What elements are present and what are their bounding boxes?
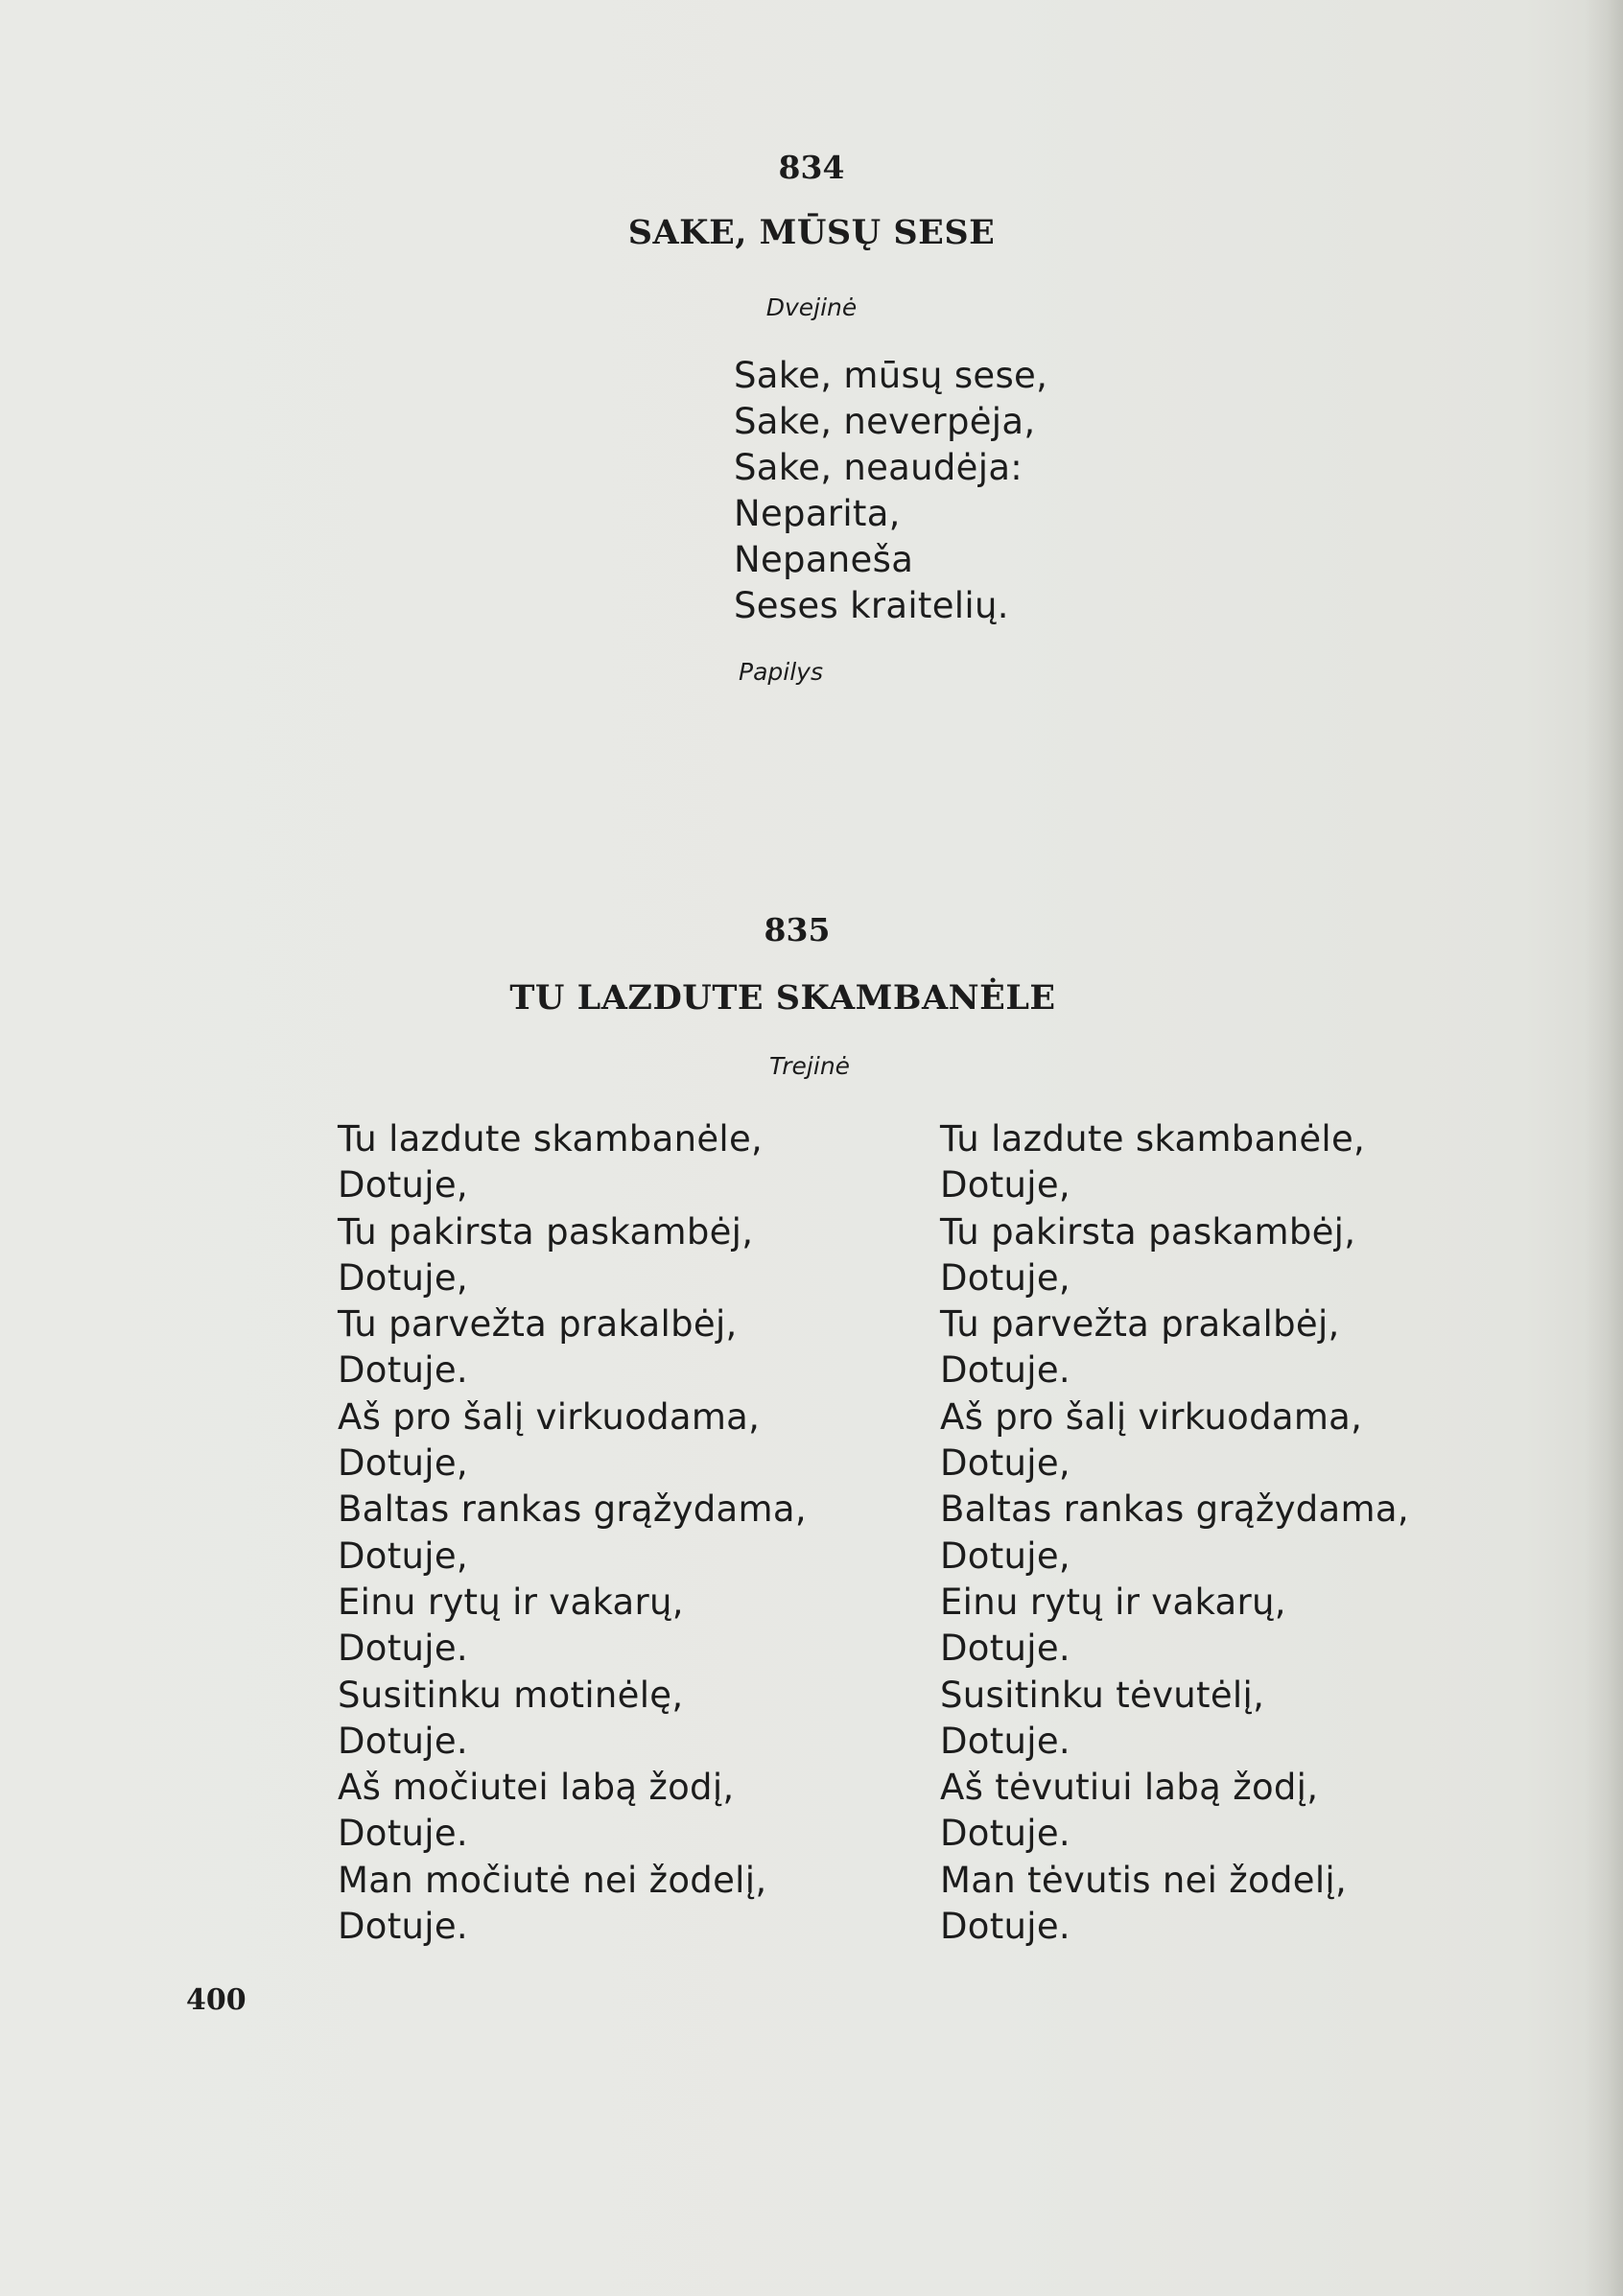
- verse-line: Neparita,: [734, 493, 901, 534]
- verse-line: Susitinku tėvutėlį,: [940, 1674, 1265, 1716]
- verse-line: Dotuje,: [338, 1256, 468, 1299]
- verse-line: Tu parvežta prakalbėj,: [940, 1303, 1340, 1346]
- verse-line: Dotuje.: [940, 1349, 1070, 1392]
- verse-line: Man močiutė nei žodelį,: [338, 1859, 767, 1901]
- verse-line: Aš pro šalį virkuodama,: [338, 1395, 761, 1438]
- verse-line: Einu rytų ir vakarų,: [338, 1581, 684, 1623]
- verse-line: Dotuje.: [940, 1628, 1070, 1670]
- verse-line: Tu parvežta prakalbėj,: [338, 1303, 738, 1346]
- verse-line: Dotuje.: [338, 1720, 468, 1762]
- verse-line: Susitinku motinėlę,: [338, 1674, 684, 1716]
- verse-line: Tu lazdute skambanėle,: [338, 1118, 764, 1160]
- verse-line: Sake, neverpėja,: [734, 401, 1036, 442]
- verse-line: Sake, mūsų sese,: [734, 355, 1048, 396]
- verse-line: Baltas rankas grąžydama,: [940, 1488, 1409, 1531]
- verse-line: Tu lazdute skambanėle,: [940, 1118, 1366, 1160]
- verse-line: Nepaneša: [734, 539, 914, 580]
- verse-line: Dotuje,: [338, 1164, 468, 1207]
- verse-line: Seses kraitelių.: [734, 585, 1009, 626]
- verse-line: Dotuje.: [338, 1349, 468, 1392]
- song-835-subtitle: Trejinė: [768, 1052, 851, 1080]
- verse-line: Dotuje,: [940, 1164, 1070, 1207]
- song-834-region: Papilys: [739, 658, 823, 686]
- verse-line: Dotuje,: [940, 1535, 1070, 1577]
- song-834-number: 834: [778, 149, 845, 186]
- verse-line: Dotuje.: [940, 1906, 1070, 1948]
- verse-line: Einu rytų ir vakarų,: [940, 1581, 1286, 1623]
- verse-line: Dotuje.: [338, 1813, 468, 1855]
- song-835-right-column: [940, 1116, 1409, 1950]
- song-835-left-column: [338, 1116, 807, 1950]
- verse-line: Dotuje,: [338, 1442, 468, 1485]
- verse-line: Dotuje.: [940, 1813, 1070, 1855]
- verse-line: Dotuje,: [338, 1535, 468, 1577]
- verse-line: Aš pro šalį virkuodama,: [940, 1395, 1363, 1438]
- song-835-title: TU LAZDUTE SKAMBANĖLE: [509, 978, 1056, 1018]
- verse-line: Aš močiutei labą žodį,: [338, 1767, 735, 1809]
- song-834-title: SAKE, MŪSŲ SESE: [627, 213, 996, 252]
- song-835-number: 835: [764, 911, 831, 949]
- verse-line: Dotuje.: [338, 1628, 468, 1670]
- verse-line: Dotuje.: [940, 1720, 1070, 1762]
- page-number: 400: [186, 1983, 247, 2017]
- verse-line: Sake, neaudėja:: [734, 447, 1023, 488]
- page-edge-shadow: [1585, 0, 1623, 2296]
- verse-line: Aš tėvutiui labą žodį,: [940, 1767, 1319, 1809]
- verse-line: Dotuje.: [338, 1906, 468, 1948]
- verse-line: Dotuje,: [940, 1256, 1070, 1299]
- song-834-subtitle: Dvejinė: [765, 293, 858, 321]
- verse-line: Tu pakirsta paskambėj,: [940, 1210, 1356, 1253]
- verse-line: Dotuje,: [940, 1442, 1070, 1485]
- verse-line: Tu pakirsta paskambėj,: [338, 1210, 754, 1253]
- verse-line: Man tėvutis nei žodelį,: [940, 1859, 1348, 1901]
- verse-line: Baltas rankas grąžydama,: [338, 1488, 807, 1531]
- song-834-verse: [734, 353, 1047, 629]
